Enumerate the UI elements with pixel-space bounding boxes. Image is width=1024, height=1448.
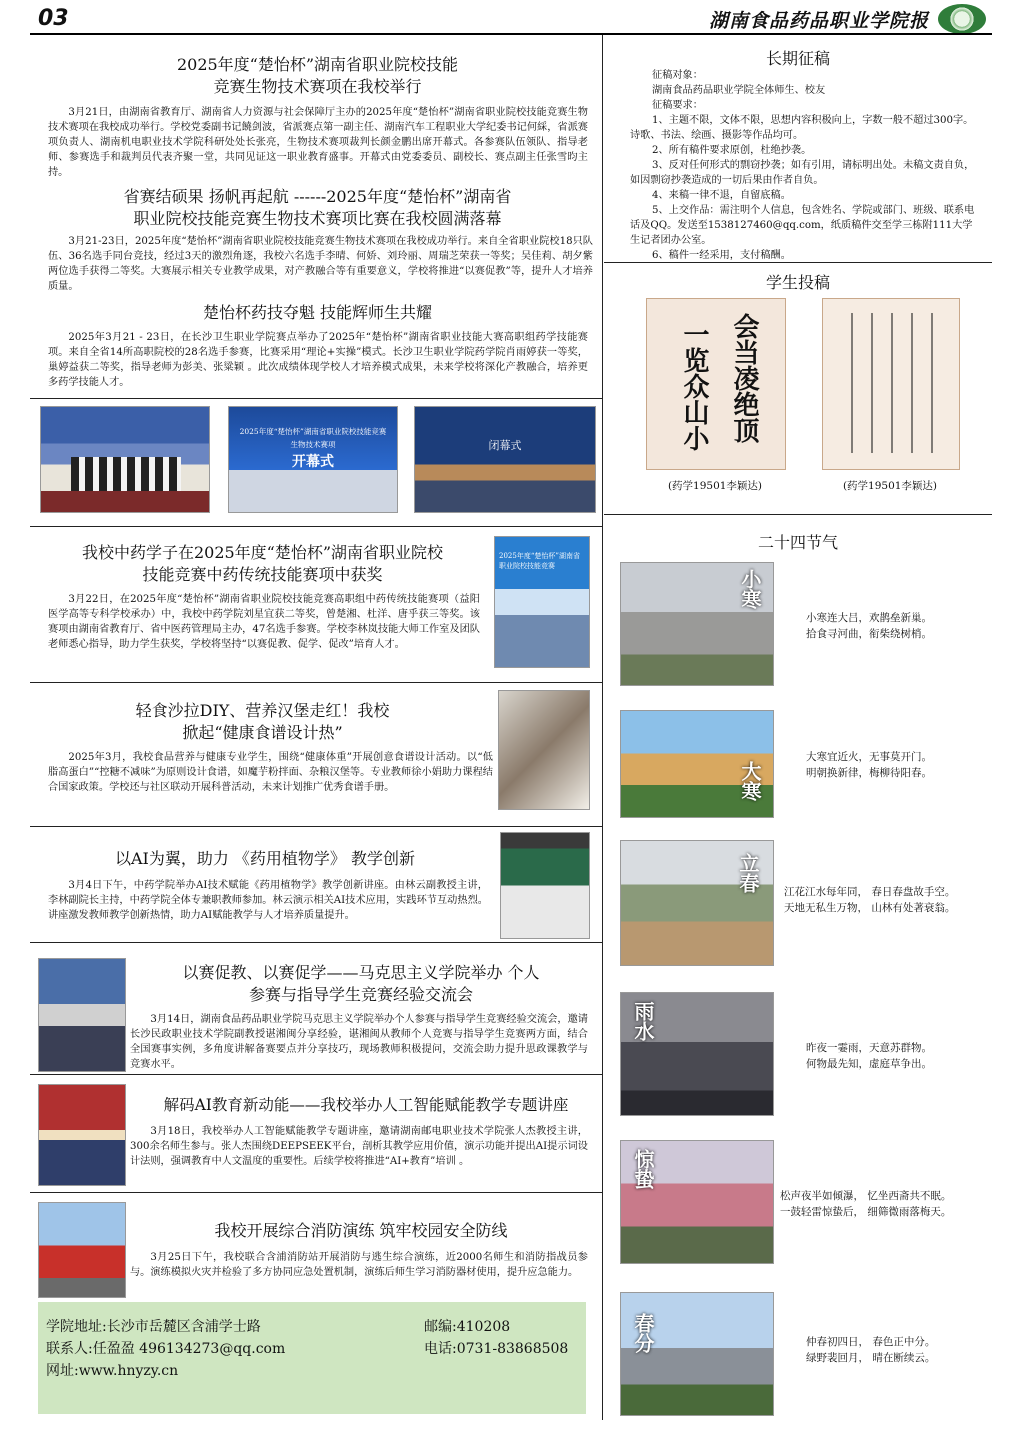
requirements-label: 征稿要求： (652, 100, 703, 111)
solar-term-photo-dahan (620, 710, 774, 818)
solar-term-photo-chunfen (620, 1292, 774, 1416)
article-7-title-line1: 以赛促教、以赛促学——马克思主义学院举办 个人 (182, 963, 540, 982)
article-7-body: 3月14日，湖南食品药品职业学院马克思主义学院举办个人参赛与指导学生竞赛经验交流会，邀请长沙民政职业技术学院副教授谌湘闽分享经验，谌湘闽从教师个人竞赛与指导学生竞赛两方面，结合全国赛事实例，多角度讲解备赛要点并分享技巧，现场教师积极提问，交流会助力提升思政课教学与竞赛水平。 (130, 1014, 588, 1070)
audience-value: 湖南食品药品职业学院全体师生、校友 (652, 85, 826, 96)
article-7-title-line2: 参赛与指导学生竞赛经验交流会 (248, 985, 473, 1004)
poem-line: 拾食寻河曲，衔柴绕树梢。 (806, 628, 932, 640)
article-5-body: 2025年3月，我校食品营养与健康专业学生，围绕“健康体重”开展创意食谱设计活动。以“低脂高蛋白”“控糖不减味”为原则设计食谱，如魔芋粉拌面、杂粮汉堡等。专业教师徐小娟助力课程结合国家政策。学校还与社区联动开展科普活动，未来计划推广优秀食谱手册。 (48, 752, 493, 793)
seminar-photo (38, 958, 126, 1072)
footer-contact: 联系人:任盈盈 496134273@qq.com (46, 1341, 286, 1357)
solar-term-name: 雨水 (631, 1001, 655, 1041)
poem-line: 大寒宜近火，无事莫开门。 (806, 751, 932, 763)
calligraphy-text-col2: 一览众山小 (679, 321, 709, 451)
poem-line: 小寒连大吕，欢鹊垒新巢。 (806, 612, 932, 624)
article-4-body: 3月22日，在2025年度“楚怡杯”湖南省职业院校技能竞赛高职组中药传统技能赛项（益阳医学高等专科学校承办）中，我校中药学院刘星宜获二等奖，曾楚湘、杜洋、唐乎获三等奖。该赛项由湖南省教育厅、省中医药管理局主办，47名选手参赛。学校李林岚技能大师工作室及团队老师悉心指导，助力学生获奖，学校将坚持“以赛促教、促学、促改”培育人才。 (48, 594, 480, 650)
divider (30, 826, 602, 827)
poem-line: 仲春初四日， 春色正中分。 (806, 1336, 936, 1348)
photo-banner-line2: 生物技术赛项 (290, 440, 336, 449)
school-logo-icon (938, 4, 986, 34)
article-4-title-line2: 技能竞赛中药传统技能赛项中获奖 (142, 565, 383, 584)
solar-term-name: 小寒 (738, 569, 762, 609)
header-rule (30, 33, 992, 35)
footer-postcode: 邮编:410208 (424, 1319, 511, 1335)
solar-term-poem-lichun (784, 884, 955, 916)
requirement-item: 5、上交作品：需注明个人信息，包含姓名、学院或部门、班级、联系电话及QQ。发送至1538127460@qq.com，纸质稿件交至学三栋附111大学生记者团办公室。 (630, 205, 975, 246)
lecture-photo (500, 832, 590, 939)
article-6-title: 以AI为翼，助力 《药用植物学》 教学创新 (114, 849, 416, 868)
solar-term-name: 惊蛰 (631, 1149, 655, 1189)
column-divider (602, 35, 603, 1420)
call-for-papers-title: 长期征稿 (765, 49, 830, 68)
photo-banner-line3: 开幕式 (292, 454, 334, 470)
student-submissions-title: 学生投稿 (765, 273, 830, 292)
divider (30, 942, 602, 943)
solar-term-poem-yushui (806, 1040, 932, 1072)
solar-term-name: 春分 (631, 1313, 655, 1353)
divider (30, 526, 602, 527)
footer-phone: 电话:0731-83868508 (424, 1341, 569, 1357)
calligraphy-text-col1: 会当凌绝顶 (729, 313, 759, 443)
article-3-title: 楚怡杯药技夺魁 技能辉师生共耀 (202, 303, 433, 322)
award-students-photo (494, 536, 590, 668)
divider (30, 398, 602, 399)
divider (30, 682, 602, 683)
article-2-body: 3月21-23日，2025年度“楚怡杯”湖南省职业院校技能竞赛生物技术赛项在我校成功举行。来自全省职业院校18只队伍、36名选手同台竞技，经过3天的激烈角逐，我校六名选手李晴、何娇、刘玲丽、周瑞芝荣获一等奖；吴佳莉、胡夕紫两位选手获得二等奖。大赛展示相关专业教学成果，对产教融合等有重要意义，学校将推进“以赛促教”等，提升人才培养质量。 (48, 236, 593, 292)
audience-label: 征稿对象： (652, 70, 703, 81)
solar-term-name: 立春 (736, 853, 760, 893)
article-3-body: 2025年3月21 - 23日，在长沙卫生职业学院赛点举办了2025年“楚怡杯”湖南省职业技能大赛高职组药学技能赛项。来自全省14所高职院校的28名选手参赛，比赛采用“理论+实操”模式。长沙卫生职业学院药学院肖雨婷获一等奖，巢婷益获二等奖，指导老师为彭美、张粱颖 。此次成绩体现学校人才培养模式成果，未来学校将深化产教融合，培养更多药学技能人才。 (48, 332, 588, 388)
cooking-class-photo (498, 690, 590, 810)
poem-line: 天地无私生万物， 山林有处著衰翁。 (784, 902, 956, 914)
solar-term-poem-chunfen (806, 1334, 935, 1366)
poem-line: 松声夜半如倾瀑， 忆坐西斋共不眠。 (780, 1190, 952, 1202)
poem-line: 一鼓轻雷惊蛰后， 细筛微雨落梅天。 (780, 1206, 952, 1218)
solar-term-poem-dahan (806, 749, 932, 781)
article-5-title-line2: 掀起“健康食谱设计热” (182, 723, 343, 742)
article-1-body: 3月21日，由湖南省教育厅、湖南省人力资源与社会保障厅主办的2025年度“楚怡杯”湖南省职业院校技能竞赛生物技术赛项在我校成功举行。学校党委副书记饒剑波，省派赛点第一副主任、湖南汽车工程职业大学纪委书记何綵，省派赛项负责人、湖南机电职业技术学院科研处处长张亮，生物技术赛项裁判长颜金鹏出席开幕式。各参赛队伍领队、指导老师、参赛选手和裁判员代表齐聚一堂，共同见证这一职业教育盛事。开幕式由党委委员、副校长、赛点副主任张雪昀主持。 (48, 107, 588, 178)
poem-line: 昨夜一霎雨，天意苏群物。 (806, 1042, 932, 1054)
ai-lecture-photo (38, 1084, 126, 1186)
requirement-item: 3、反对任何形式的剽窃抄袭；如有引用，请标明出处。未稿文责自负，如因剽窃抄袭造成的一切后果由作者自负。 (630, 160, 975, 186)
contact-footer (38, 1302, 586, 1414)
requirement-item: 6、稿件一经采用，支付稿酬。 (652, 250, 791, 261)
article-1-title (40, 54, 595, 98)
divider (604, 262, 992, 263)
closing-ceremony-photo (414, 406, 596, 513)
article-2-title-line1: 省赛结硕果 扬帆再起航 ------2025年度“楚怡杯”湖南省 (123, 187, 512, 206)
solar-term-photo-lichun (620, 840, 774, 966)
requirement-item: 4、来稿一律不退，自留底稿。 (652, 190, 791, 201)
article-9-title: 我校开展综合消防演练 筑牢校园安全防线 (214, 1221, 508, 1240)
article-2-title (40, 186, 595, 230)
solar-term-poem-xiaohan (806, 610, 932, 642)
article-2-title-line2: 职业院校技能竞赛生物技术赛项比赛在我校圆满落幕 (133, 209, 502, 228)
fire-drill-photo (38, 1202, 126, 1298)
requirement-item: 2、所有稿件要求原创，杜绝抄袭。 (652, 145, 812, 156)
poem-line: 江花江水每年同， 春日春盘故手空。 (784, 886, 956, 898)
poem-line: 绿野裴回月， 晴在断续云。 (806, 1352, 936, 1364)
poem-line: 明朝换新律，梅柳待阳春。 (806, 767, 932, 779)
page-number: 03 (38, 6, 69, 31)
article-9-body: 3月25日下午，我校联合含浦消防站开展消防与逃生综合演练，近2000名师生和消防指战员参与。演练模拟火灾并检验了多方协同应急处置机制，演练后师生学习消防器材使用，提升应急能力。 (130, 1252, 588, 1278)
article-4-title (40, 542, 485, 586)
calligraphy-caption-2: (药学19501李颖达) (842, 480, 938, 492)
article-5-title-line1: 轻食沙拉DIY、营养汉堡走红！我校 (135, 701, 390, 720)
requirement-item: 1、主题不限，文体不限，思想内容积极向上，字数一般不超过300字。诗歌、书法、绘画、摄影等作品均可。 (630, 115, 974, 141)
award-photo-caption: 2025年度“楚怡杯”湖南省职业院校技能竞赛 (499, 552, 580, 570)
article-1-title-line2: 竞赛生物技术赛项在我校举行 (213, 77, 422, 96)
calligraphy-artwork-2 (822, 298, 960, 470)
divider (604, 514, 992, 515)
article-8-title: 解码AI教育新动能——我校举办人工智能赋能教学专题讲座 (163, 1096, 569, 1114)
newspaper-title: 湖南食品药品职业学院报 (708, 10, 929, 32)
footer-address: 学院地址:长沙市岳麓区含浦学士路 (46, 1319, 261, 1335)
calligraphy-caption-1: (药学19501李颖达) (667, 480, 763, 492)
solar-term-photo-yushui (620, 992, 774, 1116)
solar-term-name: 大寒 (738, 761, 762, 801)
divider (30, 1192, 602, 1193)
article-4-title-line1: 我校中药学子在2025年度“楚怡杯”湖南省职业院校 (81, 543, 444, 562)
solar-term-photo-xiaohan (620, 562, 774, 686)
opening-ceremony-photo (228, 406, 398, 513)
photo-banner-line1: 2025年度“楚怡杯”湖南省职业院校技能竞赛 (239, 427, 387, 436)
footer-website: 网址:www.hnyzy.cn (46, 1363, 179, 1379)
solar-term-photo-jingzhe (620, 1140, 774, 1264)
photo-closing-label: 闭幕式 (488, 439, 522, 452)
article-7-title (130, 962, 592, 1006)
article-8-body: 3月18日，我校举办人工智能赋能教学专题讲座，邀请湖南邮电职业技术学院张人杰教授主讲，300余名师生参与。张人杰围绕DEEPSEEK平台，剖析其教学应用价值，演示功能并提出AI提示词设计法则，强调教育中人文温度的重要性。后续学校将推进“AI+教育”培训 。 (130, 1126, 588, 1167)
poem-line: 何物最先知，虚庭草争出。 (806, 1058, 932, 1070)
article-1-title-line1: 2025年度“楚怡杯”湖南省职业院校技能 (176, 55, 459, 74)
article-6-body: 3月4日下午，中药学院举办AI技术赋能《药用植物学》教学创新讲座。由林云副教授主讲，李林副院长主持，中药学院全体专兼职教师参加。林云演示相关AI技术应用，实践环节互动热烈。讲座激发教师教学创新热情，助力AI赋能教学与人才培养质量提升。 (48, 880, 488, 921)
solar-terms-title: 二十四节气 (757, 533, 838, 552)
award-ceremony-photo (40, 406, 210, 513)
solar-term-poem-jingzhe (780, 1188, 951, 1220)
article-5-title (40, 700, 485, 744)
calligraphy-artwork-1 (646, 298, 786, 470)
call-for-papers-body (630, 68, 980, 263)
divider (30, 1074, 602, 1075)
